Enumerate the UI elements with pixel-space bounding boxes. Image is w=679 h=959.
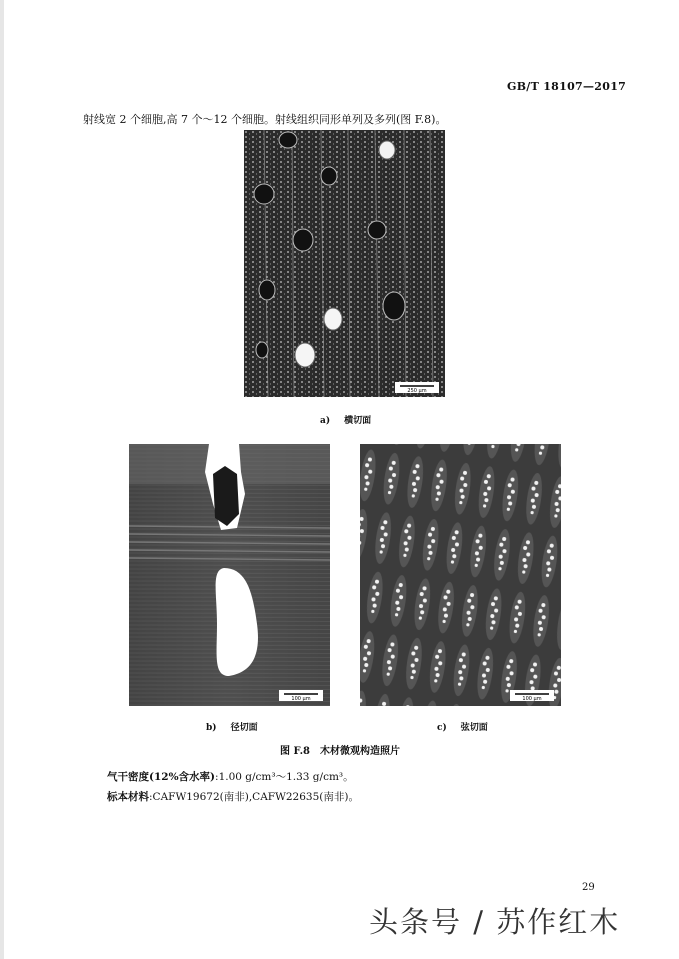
figure-b-label [206,720,258,733]
density-value: :1.00 g/cm³～1.33 g/cm³。 [215,771,354,783]
figure-c-label [437,720,488,733]
figure-caption: 图 F.8 木材微观构造照片 [280,746,401,757]
figure-a-letter: a) [320,416,331,426]
figure-c-title: 弦切面 [460,723,488,733]
figure-b-scale-bar: 100 μm [291,696,311,702]
figure-b-title: 径切面 [230,723,258,733]
page-edge [0,0,4,959]
figure-b-radial-section-image [129,444,330,706]
density-line [107,769,354,784]
figure-a-scale-bar: 250 μm [407,388,427,394]
specimen-value: :CAFW19672(南非),CAFW22635(南非)。 [149,791,359,803]
figure-c-scale-bar: 100 μm [522,696,542,702]
figure-a-cross-section-image [244,130,445,397]
figure-a-title: 横切面 [344,416,372,426]
figure-c-letter: c) [437,723,447,733]
figure-b-letter: b) [206,723,217,733]
page-number: 29 [582,882,595,893]
figure-a-label [320,413,371,426]
specimen-line [107,789,359,804]
density-label: 气干密度(12%含水率) [107,771,216,783]
watermark: 头条号 / 苏作红木 [369,905,621,939]
intro-text: 射线宽 2 个细胞,高 7 个～12 个细胞。射线组织同形单列及多列(图 F.8)。 [83,113,447,126]
standard-code: GB/T 18107—2017 [507,80,627,93]
figure-c-tangential-section-image [360,444,561,706]
specimen-label: 标本材料 [107,791,149,803]
